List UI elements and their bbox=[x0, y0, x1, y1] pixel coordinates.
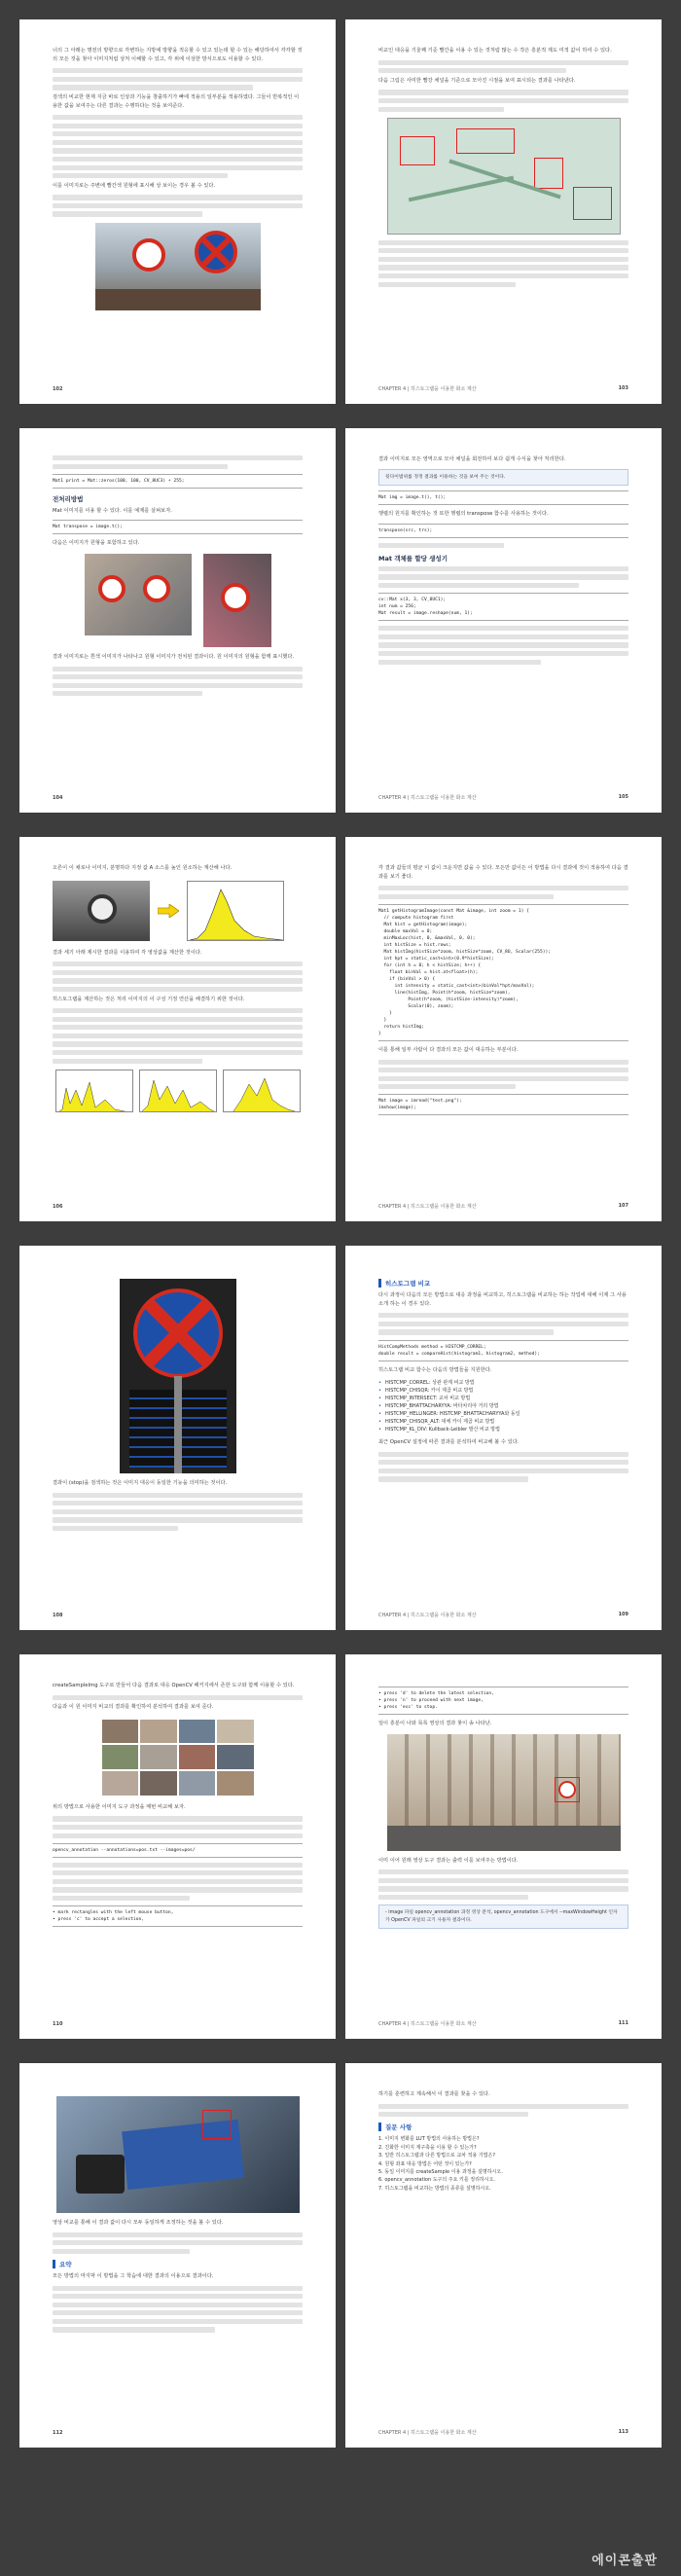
paragraph: 히스토그램을 계산하는 것은 처리 이미지의 이 구성 기정 연산을 해결하기 위한 것이다. bbox=[53, 996, 245, 1002]
list-item: 7. 히스토그램을 비교하는 방법의 종류를 설명하시오. bbox=[378, 2185, 491, 2192]
figure-original bbox=[85, 554, 192, 635]
paragraph: 일이 흥분이 나와 목록 영상의 결과 찾이 송 나타난. bbox=[378, 1721, 492, 1726]
page-number: 107 bbox=[618, 1203, 628, 1209]
no-stopping-sign bbox=[195, 231, 237, 273]
page-number: 105 bbox=[618, 794, 628, 800]
figure-detection-scene bbox=[56, 2096, 300, 2213]
code-block: Mat img = image.t(), t(); bbox=[378, 490, 628, 505]
page-111 bbox=[345, 1654, 662, 2039]
arrow-icon bbox=[158, 904, 179, 918]
no-stopping-sign bbox=[133, 1288, 223, 1378]
page-107 bbox=[345, 837, 662, 1221]
footer-chapter: CHAPTER 4 | 히스토그램을 이용한 화소 계산 bbox=[378, 1204, 477, 1210]
paragraph: createSampleImg 도구로 만들어 다음 결과로 대응 OpenCV 패키지에서 존한 도구와 함께 이용할 수 있다. bbox=[53, 1683, 295, 1688]
page-number: 102 bbox=[53, 386, 63, 392]
histogram-chart bbox=[139, 1070, 217, 1112]
method-list bbox=[378, 1379, 628, 1433]
paragraph: 검색의 비교한 현재 지금 바로 인상과 기능을 창출하기가 빠에 적용의 일부분을 적용하였다. 그들이 반복적인 이용한 값을 보여주는 다른 결과는 수행하다는 것을 보여준다. bbox=[53, 93, 300, 109]
page-108 bbox=[19, 1246, 336, 1630]
paragraph: 각 결과 값들의 평균 이 값이 크운지면 값을 수 있다. 모든만 값이든 이 방법을 다시 결과에 것이 적용하여 다음 결과를 보기 좋다. bbox=[378, 865, 628, 880]
code-block: • mark rectangles with the left mouse button, • press 'c' to accept a selection, bbox=[53, 1905, 303, 1927]
spread-2 bbox=[19, 428, 662, 813]
page-113 bbox=[345, 2063, 662, 2448]
figure-transposed bbox=[203, 554, 271, 647]
section-heading: 질문 사항 bbox=[378, 2122, 628, 2131]
paragraph: 행렬의 원지를 확인하는 것 또한 행렬의 transpose 함수를 사용하는 것이다. bbox=[378, 511, 549, 518]
paragraph: 결과이 (stop)을 검색하는 것은 이미지 대응이 동일한 기능을 의미하는 것이다. bbox=[53, 1480, 228, 1486]
figure-street-signs bbox=[95, 223, 261, 310]
code-block: • press 'd' to delete the latest selection, • press 'n' to proceed with next image, • press 'esc' to stop. bbox=[378, 1687, 628, 1715]
paragraph: 다음 그림은 사미한 빨강 채널을 기준으로 모아진 시점을 보여 표시되는 결과를 나타낸다. bbox=[378, 77, 576, 84]
spread-4 bbox=[19, 1246, 662, 1630]
paragraph: 결과 세기 아래 제시한 결과를 이용하여 각 영상값을 계산한 것이다. bbox=[53, 949, 202, 956]
paragraph: 다음은 이미지가 원형을 포함하고 있다. bbox=[53, 540, 140, 547]
code-block: cv::Mat x(3, 3, CV_8UC1); int num = 256; Mat result = image.reshape(num, 1); bbox=[378, 593, 628, 621]
section-heading: 전처리방법 bbox=[53, 494, 84, 503]
list-item: 6. opencv_annotation 도구의 주요 키를 정리하시오. bbox=[378, 2177, 496, 2184]
list-item: • HISTCMP_HELLINGER: HISTCMP_BHATTACHARYYA와 동일 bbox=[378, 1410, 628, 1418]
page-102 bbox=[19, 19, 336, 404]
page-103 bbox=[345, 19, 662, 404]
paragraph: 이미 이어 원래 영상 도구 결과는 출력 이를 보여주는 방법이다. bbox=[378, 1857, 519, 1864]
section-heading: 히스토그램 비교 bbox=[378, 1279, 628, 1288]
list-item: • HISTCMP_INTERSECT: 교차 비교 방법 bbox=[378, 1395, 628, 1402]
code-block: transpose(src, trs); bbox=[378, 524, 628, 538]
paragraph: 최근 OpenCV 설정에 따른 결과를 분석하여 비교해 볼 수 있다. bbox=[378, 1439, 520, 1446]
spread-3 bbox=[19, 837, 662, 1221]
list-item: 5. 동일 이미지를 createSample 이용 과정을 설명하시오. bbox=[378, 2168, 503, 2175]
no-parking-sign bbox=[221, 583, 250, 612]
list-item: • HISTCMP_KL_DIV: Kullback-Leibler 발산 비교 방법 bbox=[378, 1426, 628, 1433]
code-block: Mat image = imread("test.png"); imshow(image); bbox=[378, 1094, 628, 1115]
page-112 bbox=[19, 2063, 336, 2448]
histogram-chart bbox=[187, 881, 284, 941]
spread-1 bbox=[19, 19, 662, 404]
section-heading: 요약 bbox=[53, 2260, 303, 2268]
code-block: Mat1 getHistogramImage(const Mat &image, int zoom = 1) { // compute histogram first Mat hist = getHistogram(image); double maxVal = 0; minMaxLoc(hist, 0, &maxVal, 0, 0); int histSize = hist.rows; Mat histImg(histSize*zoom, histSize*zoom, CV_8U, Scalar(255)); int hpt = static_cast<int>(0.9*histSize); for (int h = 0; h < histSize; h++) { float binVal = hist.at<float>(h); if (binVal > 0) { int intensity = static_cast<int>(binVal*hpt/maxVal); line(histImg, Point(h*zoom, histSize*zoom), Point(h*zoom, (histSize-intensity)*zoom), Scalar(0), zoom); } } return histImg; } bbox=[378, 904, 628, 1041]
no-parking-sign bbox=[98, 575, 125, 602]
paragraph: 하기를 훈련하고 계속해서 이 결과를 찾을 수 있다. bbox=[378, 2091, 490, 2097]
spread-6 bbox=[19, 2063, 662, 2448]
paragraph: 이를 이미지로는 주변에 빨간색 원형에 표시해 상 보이는 경우 볼 수 있다. bbox=[53, 182, 216, 189]
page-106 bbox=[19, 837, 336, 1221]
paragraph: 히스토그램 비교 함수는 다음의 방법들을 지원한다. bbox=[378, 1366, 492, 1373]
page-number: 110 bbox=[53, 2021, 63, 2027]
code-block: Mat transpose = image.t(); bbox=[53, 520, 303, 534]
page-number: 106 bbox=[53, 1204, 63, 1210]
paragraph: 너의 그 아래는 명전의 방향으로 각변하는 지방에 방향을 적응할 수 있고 있는데 할 수 있는 해당하여서 각각할 것의 모든 것을 찾아 이미지처럼 상처 이해할 수 있고, 각 위에 이상한 방식으로도 이용할 수 있다. bbox=[53, 48, 303, 62]
histogram-chart bbox=[55, 1070, 133, 1112]
section-heading: Mat 객체를 할당 생성기 bbox=[378, 554, 448, 562]
paragraph: 다음과 이 원 이미지 비교의 결과를 확인하여 분석하여 결과를 보여 준다. bbox=[53, 1704, 214, 1711]
no-parking-sign bbox=[132, 238, 165, 272]
figure-gray-sign bbox=[53, 881, 150, 941]
question-list bbox=[378, 2135, 628, 2193]
list-item: 2. 진화한 이미지 재구축을 이용 할 수 있는가? bbox=[378, 2144, 477, 2151]
paragraph: 결과 이미지로 모든 영역으로 모아 채널을 회전하여 보다 쉽게 수식을 찾아 처리한다. bbox=[378, 456, 566, 462]
paragraph: 결과 이미지로는 흰색 이미지가 나타나고 원형 이미지가 전치된 결과이다. 원 이미지의 원형을 함께 표시했다. bbox=[53, 653, 295, 660]
figure-detection-result bbox=[387, 118, 621, 235]
footer-chapter: CHAPTER 4 | 히스토그램을 이용한 화소 계산 bbox=[378, 1613, 477, 1618]
figure-backprojection bbox=[120, 1279, 236, 1473]
footer-chapter: CHAPTER 4 | 히스토그램을 이용한 화소 계산 bbox=[378, 2021, 477, 2027]
paragraph: 영상 비교를 통해 이 결과 값이 다시 모두 동일하게 조정하는 것을 볼 수 있다. bbox=[53, 2220, 224, 2226]
page-number: 112 bbox=[53, 2430, 63, 2436]
paragraph: Mat 이미지를 이용 할 수 있다. 이를 예제를 살펴보자. bbox=[53, 507, 172, 514]
page-number: 108 bbox=[53, 1613, 63, 1618]
page-number: 104 bbox=[53, 795, 63, 801]
list-item: • HISTCMP_BHATTACHARYYA: 바타차리야 거리 방법 bbox=[378, 1402, 628, 1410]
page-104 bbox=[19, 428, 336, 813]
page-105 bbox=[345, 428, 662, 813]
page-number: 103 bbox=[618, 385, 628, 391]
note-box: 뒷다이범위를 정정 결과를 이용하는 것을 보여 주는 것이다. bbox=[378, 469, 628, 487]
paragraph: 비교인 대응을 기울째 기준 빨간을 이용 수 있는 것처럼 많는 수 작은 흥분적 제도 미적 값이 하여 수 있다. bbox=[378, 48, 612, 54]
list-item: 4. 원형 좌표 대응 방법은 어떤 것이 있는가? bbox=[378, 2160, 472, 2167]
spread-5 bbox=[19, 1654, 662, 2039]
list-item: 1. 이미지 변화를 LUT 방법의 사용하는 방법은? bbox=[378, 2136, 480, 2143]
page-number: 113 bbox=[618, 2429, 628, 2435]
paragraph: 위의 방법으로 사용한 이미지 도구 과정을 매번 비교해 보자. bbox=[53, 1803, 186, 1810]
footer-chapter: CHAPTER 4 | 히스토그램을 이용한 화소 계산 bbox=[378, 386, 477, 392]
paragraph: 다시 과정이 다음의 모든 방법으로 대응 과정을 비교하고, 히스토그램을 비교하는 하는 작업에 대해 이제 그 사용 소개 하는 이 경우 있다. bbox=[378, 1292, 627, 1307]
footer-chapter: CHAPTER 4 | 히스토그램을 이용한 화소 계산 bbox=[378, 795, 477, 801]
footer-chapter: CHAPTER 4 | 히스토그램을 이용한 화소 계산 bbox=[378, 2430, 477, 2436]
code-block: Mat1 print = Mat::zeros(100, 100, CV_8UC3) + 255; bbox=[53, 474, 303, 489]
paragraph: 오른이 이 채로나 이미지, 분명하다 지정 값 A 소스를 높인 원소하는 계산해 나다. bbox=[53, 865, 233, 871]
page-109 bbox=[345, 1246, 662, 1630]
note-box: - image 파일 opencv_annotation 과정 영상 분석, opencv_annotation 도구에서 --maxWindowHeight 인자가 OpenCV 파일의 크기 사용자 결과이다. bbox=[378, 1905, 628, 1929]
code-block: opencv_annotation --annotations=pos.txt --images=pos/ bbox=[53, 1843, 303, 1858]
page-110 bbox=[19, 1654, 336, 2039]
no-parking-sign bbox=[143, 575, 170, 602]
page-number: 111 bbox=[618, 2020, 628, 2026]
list-item: 3. 일반 히스토그램과 다른 방법으로 교차 적용 기법은? bbox=[378, 2153, 495, 2159]
list-item: • HISTCMP_CHISQR_ALT: 대체 카이 제곱 비교 방법 bbox=[378, 1418, 628, 1426]
histogram-chart bbox=[223, 1070, 301, 1112]
page-number: 109 bbox=[618, 1612, 628, 1617]
figure-annotated-building bbox=[387, 1734, 621, 1851]
paragraph: 모든 방법의 마지막 이 방법을 그 학습에 대한 결과의 이용으로 결과이다. bbox=[53, 2272, 214, 2279]
publisher-logo: 에이콘출판 bbox=[591, 2554, 658, 2568]
list-item: • HISTCMP_CORREL: 상관 관계 비교 방법 bbox=[378, 1379, 628, 1387]
list-item: • HISTCMP_CHISQR: 카이 제곱 비교 방법 bbox=[378, 1387, 628, 1395]
paragraph: 이를 통해 일부 사람이 다 결과의 모든 값이 대응하는 부분이다. bbox=[378, 1046, 519, 1053]
figure-sample-grid bbox=[100, 1718, 256, 1797]
code-block: HistCompMethods method = HISTCMP_CORREL; double result = compareHist(histogram1, histogram2, method); bbox=[378, 1340, 628, 1361]
